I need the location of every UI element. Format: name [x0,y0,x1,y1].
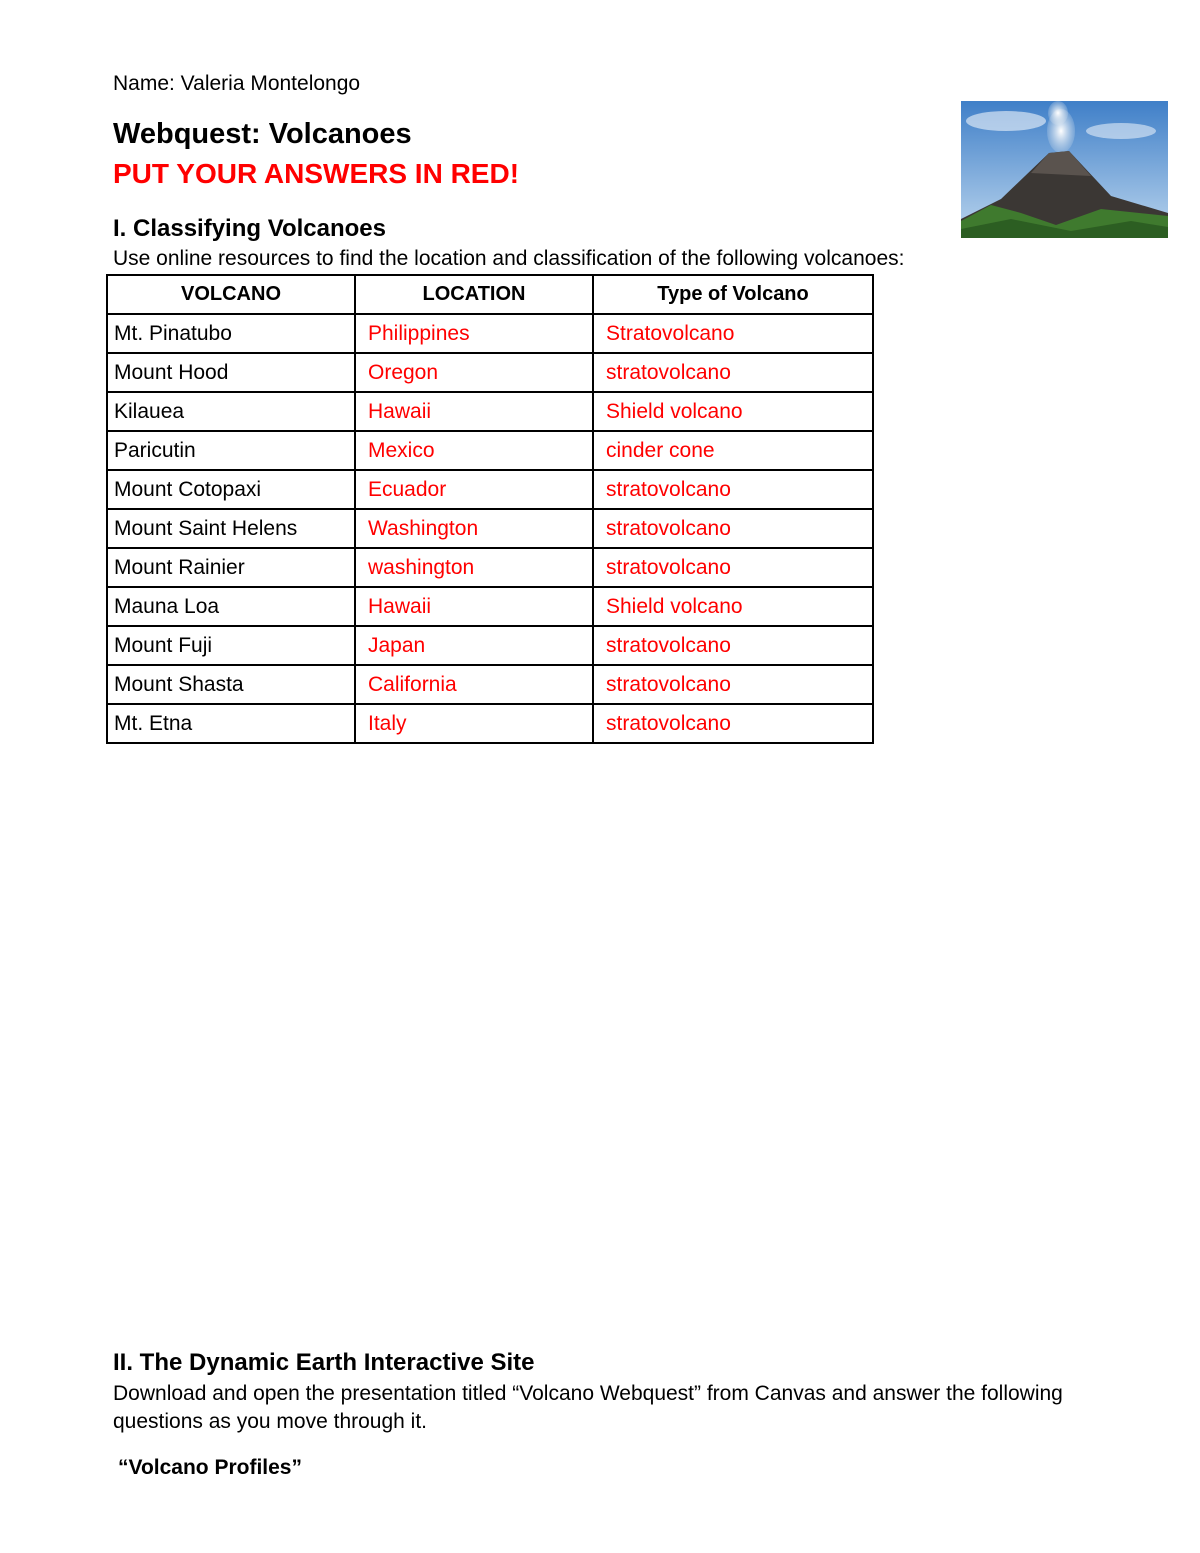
location-answer-cell: Italy [355,704,593,743]
volcano-name-cell: Mt. Pinatubo [107,314,355,353]
volcano-photo [961,101,1168,238]
instruction-banner: PUT YOUR ANSWERS IN RED! [113,158,520,189]
table-row [107,392,873,431]
location-answer-cell: Oregon [355,353,593,392]
table-row [107,353,873,392]
table-row [107,470,873,509]
column-header-type: Type of Volcano [593,275,873,314]
table-row [107,665,873,704]
type-answer-cell: stratovolcano [593,548,873,587]
table-row [107,548,873,587]
location-answer-cell: Ecuador [355,470,593,509]
table-row [107,626,873,665]
section-2-subheading: “Volcano Profiles” [118,1456,302,1479]
location-answer-cell: Philippines [355,314,593,353]
section-2-heading: II. The Dynamic Earth Interactive Site [113,1349,535,1376]
table-row [107,314,873,353]
location-answer-cell: washington [355,548,593,587]
volcano-name-cell: Mount Shasta [107,665,355,704]
volcano-name-cell: Mt. Etna [107,704,355,743]
type-answer-cell: stratovolcano [593,509,873,548]
type-answer-cell: Shield volcano [593,392,873,431]
page-title: Webquest: Volcanoes [113,118,412,150]
section-1-description: Use online resources to find the location and classification of the following volcanoes: [113,247,905,270]
volcano-name-cell: Kilauea [107,392,355,431]
volcano-name-cell: Mount Cotopaxi [107,470,355,509]
location-answer-cell: Washington [355,509,593,548]
column-header-location: LOCATION [355,275,593,314]
type-answer-cell: stratovolcano [593,470,873,509]
type-answer-cell: Shield volcano [593,587,873,626]
type-answer-cell: cinder cone [593,431,873,470]
volcano-classification-table [106,274,874,744]
location-answer-cell: Hawaii [355,392,593,431]
table-row [107,587,873,626]
volcano-name-cell: Mount Hood [107,353,355,392]
volcano-name-cell: Mauna Loa [107,587,355,626]
type-answer-cell: stratovolcano [593,353,873,392]
location-answer-cell: California [355,665,593,704]
type-answer-cell: Stratovolcano [593,314,873,353]
volcano-name-cell: Mount Rainier [107,548,355,587]
type-answer-cell: stratovolcano [593,704,873,743]
table-header-row [107,275,873,314]
student-name-line: Name: Valeria Montelongo [113,72,361,95]
section-1-heading: I. Classifying Volcanoes [113,215,386,242]
type-answer-cell: stratovolcano [593,665,873,704]
column-header-volcano: VOLCANO [107,275,355,314]
location-answer-cell: Japan [355,626,593,665]
location-answer-cell: Mexico [355,431,593,470]
volcano-name-cell: Mount Fuji [107,626,355,665]
table-row [107,509,873,548]
type-answer-cell: stratovolcano [593,626,873,665]
volcano-name-cell: Mount Saint Helens [107,509,355,548]
table-row [107,431,873,470]
location-answer-cell: Hawaii [355,587,593,626]
volcano-name-cell: Paricutin [107,431,355,470]
table-row [107,704,873,743]
section-2-description: Download and open the presentation titled “Volcano Webquest” from Canvas and answer the following questions as you move through it. [113,1382,1063,1433]
